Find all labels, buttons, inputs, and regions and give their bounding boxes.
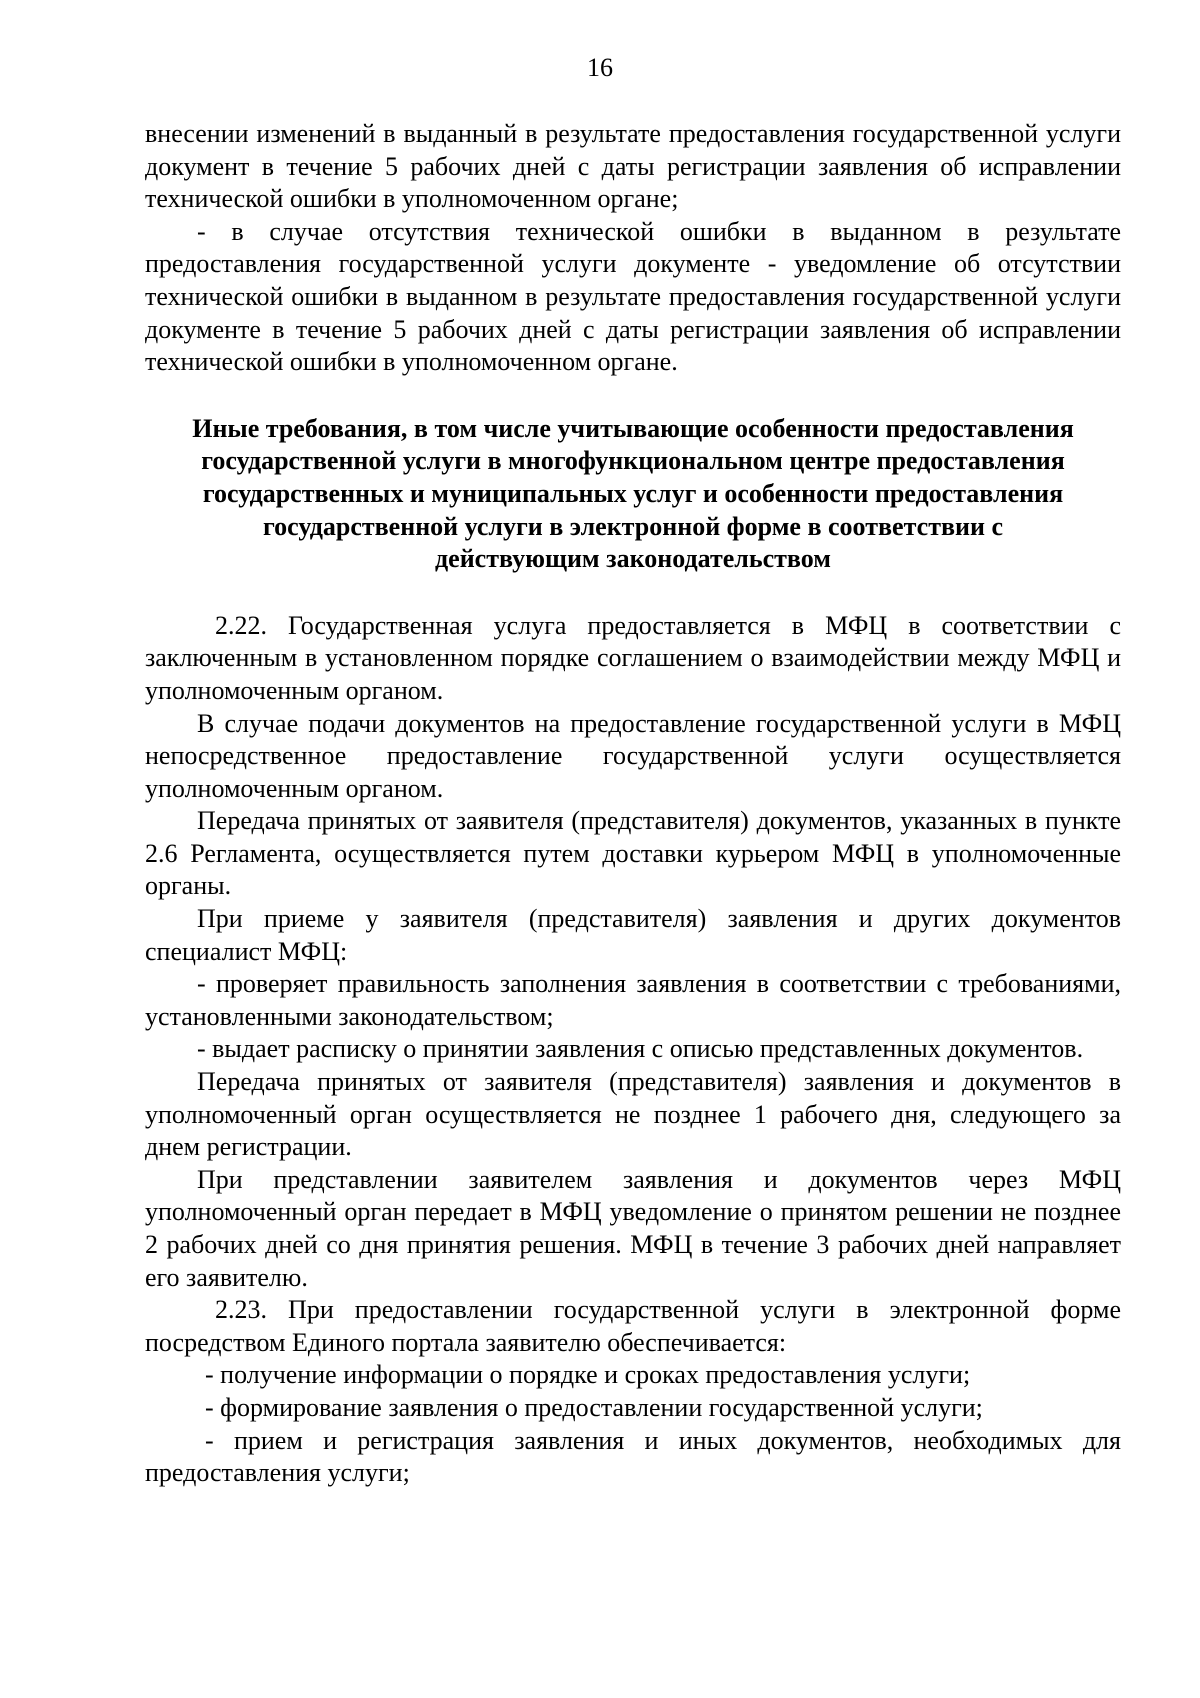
list-item: - формирование заявления о предоставлении государственной услуги; (205, 1392, 983, 1422)
paragraph: - в случае отсутствия технической ошибки в выданном в результате предоставления государственной услуги документе - уведомление об отсутствии технической ошибки в выданном в результате предоставления государственной услуги документе в течение 5 рабочих дней с даты регистрации заявления об исправлении технической ошибки в уполномоченном органе. (145, 216, 1121, 377)
document-body (145, 118, 1121, 1490)
paragraph: При представлении заявителем заявления и документов через МФЦ уполномоченный орган передает в МФЦ уведомление о принятом решении не позднее 2 рабочих дней со дня принятия решения. МФЦ в течение 3 рабочих дней направляет его заявителю. (145, 1164, 1121, 1292)
paragraph: внесении изменений в выданный в результате предоставления государственной услуги документ в течение 5 рабочих дней с даты регистрации заявления об исправлении технической ошибки в уполномоченном органе; (145, 119, 1121, 214)
paragraph: Передача принятых от заявителя (представителя) документов, указанных в пункте 2.6 Регламента, осуществляется путем доставки курьером МФЦ в уполномоченные органы. (145, 806, 1121, 901)
paragraph: - выдает расписку о принятии заявления с описью представленных документов. (197, 1034, 1084, 1064)
paragraph: 2.23. При предоставлении государственной услуги в электронной форме посредством Единого портала заявителю обеспечивается: (145, 1295, 1121, 1357)
paragraph: 2.22. Государственная услуга предоставляется в МФЦ в соответствии с заключенным в установленном порядке соглашением о взаимодействии между МФЦ и уполномоченным органом. (145, 610, 1121, 705)
section-heading: Иные требования, в том числе учитывающие особенности предоставления государственной услуги в многофункциональном центре предоставления государственных и муниципальных услуг и особенности предоставления государственной услуги в электронной форме в соответствии с действующим законодательством (192, 413, 1074, 574)
list-item: - прием и регистрация заявления и иных документов, необходимых для предоставления услуги; (145, 1425, 1121, 1488)
page-number: 16 (587, 53, 613, 82)
paragraph: Передача принятых от заявителя (представителя) заявления и документов в уполномоченный орган осуществляется не позднее 1 рабочего дня, следующего за днем регистрации. (145, 1067, 1121, 1162)
paragraph: При приеме у заявителя (представителя) заявления и других документов специалист МФЦ: (145, 904, 1121, 966)
list-item: - получение информации о порядке и сроках предоставления услуги; (205, 1360, 971, 1390)
paragraph: В случае подачи документов на предоставление государственной услуги в МФЦ непосредственное предоставление государственной услуги осуществляется уполномоченным органом. (145, 708, 1121, 803)
paragraph: - проверяет правильность заполнения заявления в соответствии с требованиями, установленными законодательством; (145, 969, 1121, 1031)
